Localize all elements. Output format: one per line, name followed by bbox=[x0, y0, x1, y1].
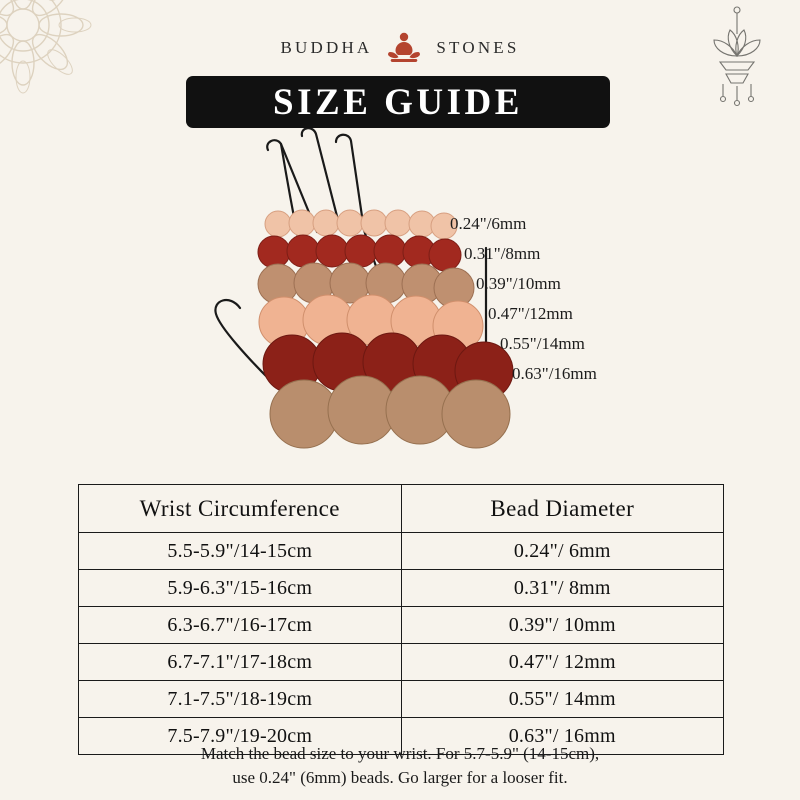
page-title-banner bbox=[186, 76, 610, 128]
table-row bbox=[79, 607, 724, 644]
table-row bbox=[79, 644, 724, 681]
callout-12mm: 0.47"/12mm bbox=[488, 304, 573, 323]
brand-right-word: STONES bbox=[436, 38, 520, 57]
lotus-meditation-figure-icon bbox=[382, 28, 426, 68]
cell-bead: 0.39"/ 10mm bbox=[401, 607, 724, 644]
brand-left-word: BUDDHA bbox=[280, 38, 373, 57]
page-title: SIZE GUIDE bbox=[273, 81, 523, 123]
cell-bead: 0.31"/ 8mm bbox=[401, 570, 724, 607]
footer-note-line-1: Match the bead size to your wrist. For 5.7-5.9" (14-15cm), bbox=[200, 744, 600, 763]
callout-6mm: 0.24"/6mm bbox=[450, 214, 527, 233]
cell-bead: 0.47"/ 12mm bbox=[401, 644, 724, 681]
brand-header bbox=[0, 28, 800, 68]
table-row bbox=[79, 681, 724, 718]
cell-bead: 0.55"/ 14mm bbox=[401, 681, 724, 718]
cell-wrist: 6.7-7.1"/17-18cm bbox=[79, 644, 402, 681]
column-header-wrist: Wrist Circumference bbox=[79, 485, 402, 533]
table-row bbox=[79, 570, 724, 607]
column-header-bead: Bead Diameter bbox=[401, 485, 724, 533]
cell-wrist: 5.9-6.3"/15-16cm bbox=[79, 570, 402, 607]
cell-wrist: 6.3-6.7"/16-17cm bbox=[79, 607, 402, 644]
cell-wrist: 7.5-7.9"/19-20cm bbox=[79, 718, 402, 755]
table-row bbox=[79, 533, 724, 570]
size-table bbox=[78, 484, 724, 755]
footer-note bbox=[0, 742, 800, 790]
size-table-wrap bbox=[78, 484, 724, 755]
bead-size-callouts bbox=[440, 206, 770, 406]
table-header-row bbox=[79, 485, 724, 533]
cell-bead: 0.24"/ 6mm bbox=[401, 533, 724, 570]
callout-8mm: 0.31"/8mm bbox=[464, 244, 541, 263]
cell-wrist: 7.1-7.5"/18-19cm bbox=[79, 681, 402, 718]
callout-10mm: 0.39"/10mm bbox=[476, 274, 561, 293]
footer-note-line-2: use 0.24" (6mm) beads. Go larger for a looser fit. bbox=[232, 768, 568, 788]
callout-16mm: 0.63"/16mm bbox=[512, 364, 597, 383]
callout-14mm: 0.55"/14mm bbox=[500, 334, 585, 353]
cell-bead: 0.63"/ 16mm bbox=[401, 718, 724, 755]
cell-wrist: 5.5-5.9"/14-15cm bbox=[79, 533, 402, 570]
